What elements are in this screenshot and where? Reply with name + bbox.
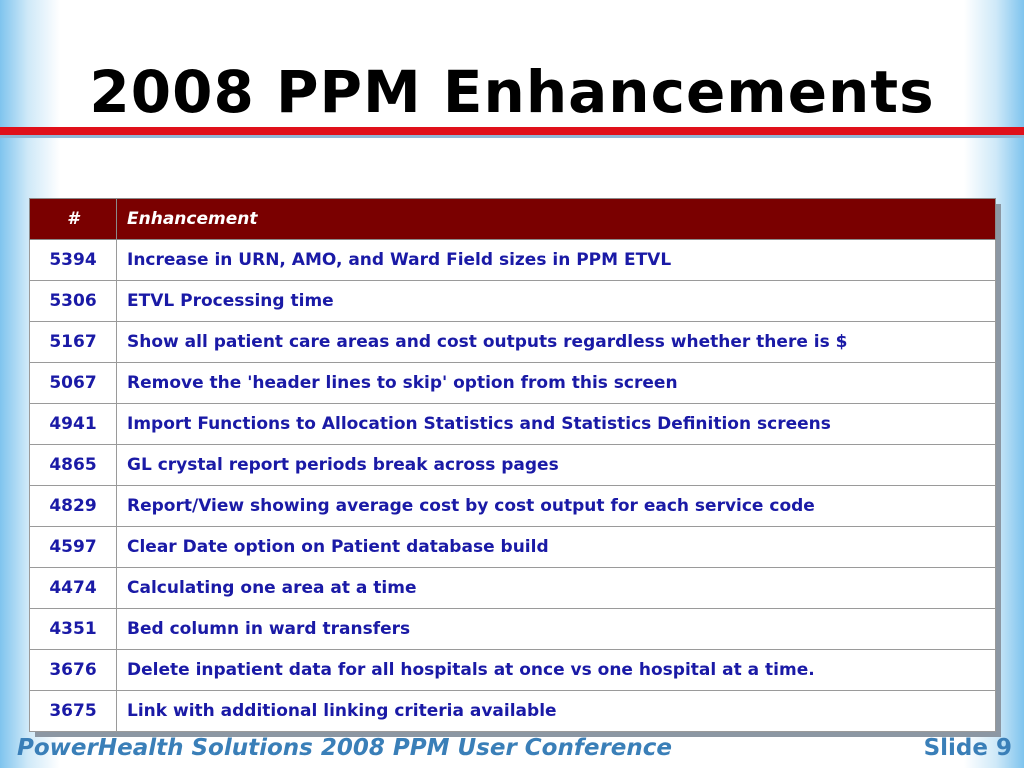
- footer-conference-name: PowerHealth Solutions 2008 PPM User Conference: [17, 735, 673, 761]
- table-row: [30, 240, 996, 281]
- row-number: 4865: [30, 445, 117, 486]
- row-enhancement: Clear Date option on Patient database build: [117, 527, 996, 568]
- row-number: 4351: [30, 609, 117, 650]
- row-number: 3676: [30, 650, 117, 691]
- footer-slide-number: Slide 9: [923, 735, 1012, 761]
- table-row: [30, 486, 996, 527]
- row-number: 4474: [30, 568, 117, 609]
- row-number: 5306: [30, 281, 117, 322]
- row-enhancement: Increase in URN, AMO, and Ward Field sizes in PPM ETVL: [117, 240, 996, 281]
- row-number: 5167: [30, 322, 117, 363]
- row-enhancement: GL crystal report periods break across pages: [117, 445, 996, 486]
- row-number: 4941: [30, 404, 117, 445]
- enhancements-table-container: [29, 198, 995, 732]
- row-enhancement: Remove the 'header lines to skip' option from this screen: [117, 363, 996, 404]
- row-number: 5067: [30, 363, 117, 404]
- table-row: [30, 404, 996, 445]
- row-enhancement: Show all patient care areas and cost outputs regardless whether there is $: [117, 322, 996, 363]
- row-enhancement: ETVL Processing time: [117, 281, 996, 322]
- row-number: 5394: [30, 240, 117, 281]
- table-row: [30, 691, 996, 732]
- row-enhancement: Calculating one area at a time: [117, 568, 996, 609]
- enhancements-table: [29, 198, 996, 732]
- row-number: 3675: [30, 691, 117, 732]
- table-row: [30, 650, 996, 691]
- title-divider: [0, 127, 1024, 135]
- table-header-row: [30, 199, 996, 240]
- row-enhancement: Bed column in ward transfers: [117, 609, 996, 650]
- table-row: [30, 527, 996, 568]
- table-row: [30, 363, 996, 404]
- row-enhancement: Import Functions to Allocation Statistics and Statistics Definition screens: [117, 404, 996, 445]
- slide-title: 2008 PPM Enhancements: [89, 58, 935, 126]
- header-enhancement: Enhancement: [117, 199, 996, 240]
- table-row: [30, 568, 996, 609]
- table-row: [30, 281, 996, 322]
- table-row: [30, 322, 996, 363]
- row-number: 4829: [30, 486, 117, 527]
- table-row: [30, 609, 996, 650]
- row-enhancement: Report/View showing average cost by cost output for each service code: [117, 486, 996, 527]
- header-number: #: [30, 199, 117, 240]
- row-enhancement: Link with additional linking criteria available: [117, 691, 996, 732]
- title-divider-shadow: [0, 135, 1024, 138]
- row-enhancement: Delete inpatient data for all hospitals at once vs one hospital at a time.: [117, 650, 996, 691]
- row-number: 4597: [30, 527, 117, 568]
- table-row: [30, 445, 996, 486]
